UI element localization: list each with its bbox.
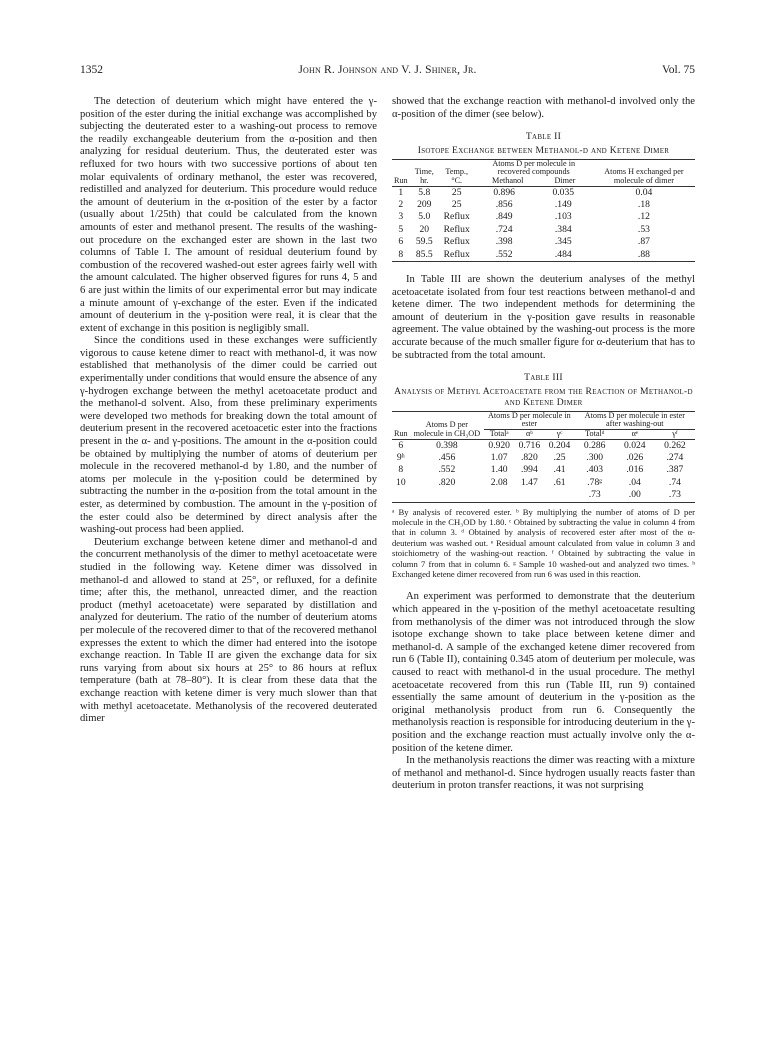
table-row [392, 199, 695, 211]
col-header: Methanol [492, 175, 524, 185]
table-cell: .026 [626, 451, 644, 463]
table-cell: Reflux [443, 211, 470, 223]
table-cell: 0.024 [624, 439, 646, 451]
left-column [80, 96, 377, 726]
table-row [392, 439, 695, 452]
table-cell: .300 [586, 451, 604, 463]
table-row [392, 464, 695, 476]
table-cell: 2.08 [490, 476, 508, 488]
table-cell: .73 [575, 489, 615, 502]
table-cell: 0.286 [583, 439, 606, 451]
table-cell: 10 [396, 476, 406, 488]
running-authors: John R. Johnson and V. J. Shiner, Jr. [298, 64, 477, 76]
table-cell: .849 [495, 211, 513, 223]
table-cell: 8 [398, 464, 404, 476]
table-cell: 25 [451, 186, 462, 198]
table-cell: .00 [615, 489, 655, 502]
table-cell: .724 [495, 223, 513, 235]
table-cell: .994 [520, 464, 538, 476]
table-cell: .18 [637, 198, 650, 210]
col-header: Run [394, 428, 408, 438]
table-cell: .820 [438, 476, 456, 488]
table-cell: .78ᵍ [587, 476, 603, 488]
table-cell: 0.716 [518, 439, 541, 451]
table-cell: 0.398 [436, 439, 458, 451]
table-row [392, 236, 695, 248]
table-cell: Reflux [439, 249, 475, 262]
paragraph: The detection of deuterium which might have entered the γ-position of the ester during the initial exchange was accomplished by subjecting the deuterated ester to a washing-out process to remove the readily exchangeable deuterium from the α-position and then analyzing for residual deuterium. Thus, the deuterated ester was refluxed for two hours with two successive portions of about ten molar equivalents of ordinary methanol, the ester was recovered, redistilled and analyzed for deuterium. This procedure would reduce the amount of deuterium in the α-position of the ester by a factor (usually about 1/25th) that could be calculated from the known amounts of ester and methanol present. The results of the washing-out procedure on the exchanged ester are shown in the last two columns of Table I. The amount of residual deuterium found by combustion of the recovered washed-out ester agrees fairly well with the amount calculated. The higher observed figures for runs 4, 5 and 6 are just within the limits of our experimental error but may indicate a minute amount of γ-exchange of the ester. Even if the indicated amount of deuterium in the γ-position were real, it is clear that the extent of exchange in this position is negligibly small. [80, 96, 377, 334]
table-cell [514, 489, 544, 502]
table-cell [410, 489, 484, 502]
table-cell: .41 [553, 464, 566, 476]
table-cell: 2 [398, 198, 404, 210]
col-header: γᶠ [672, 428, 678, 438]
table-cell: 0.896 [493, 186, 515, 198]
right-column [392, 96, 695, 793]
table-cell: 1 [398, 186, 404, 198]
table-row [392, 489, 695, 502]
table-cell [392, 489, 410, 502]
table-cell: 6 [398, 236, 404, 248]
table-cell: .74 [668, 476, 681, 488]
table-row [392, 477, 695, 489]
table-cell: .387 [666, 464, 684, 476]
col-header: Temp., °C. [445, 167, 469, 185]
table-cell: 0.035 [552, 186, 575, 198]
table3-footnotes: ᵃ By analysis of recovered ester. ᵇ By multiplying the number of atoms of D per molecule in the CH₃OD by 1.80. ᶜ Obtained by subtracting the value in column 4 from that in column 3. ᵈ Obtained by analysis of recovered ester after most of the α-deuterium was washed out. ᵉ Residual amount calculated from value in column 3 and stoichiometry of the washing-out reaction. ᶠ Obtained by subtracting the value in column 7 from that in column 6. ᵍ Sample 10 washed-out and analyzed two times. ʰ Exchanged ketene dimer recovered from run 6 was used in this reaction. [392, 506, 695, 579]
table-cell: .856 [495, 198, 513, 210]
table-row [392, 211, 695, 223]
col-header: αᵇ [525, 428, 533, 438]
table-cell: .53 [637, 223, 650, 235]
col-header-group: Atoms D per molecule in ester [487, 410, 571, 429]
table-cell: .103 [554, 211, 572, 223]
volume-label: Vol. 75 [661, 64, 695, 76]
paragraph: In the methanolysis reactions the dimer was reacting with a mixture of methanol and methanol-d. Since hydrogen usually reacts faster than deuterium in proton transfer reactions, it was not surprising [392, 755, 695, 792]
table2-body [392, 186, 695, 261]
table-cell: .04 [628, 476, 641, 488]
table-cell: 1.07 [490, 451, 508, 463]
paragraph: Deuterium exchange between ketene dimer and methanol-d and the concurrent methanolysis of the dimer to methyl acetoacetate were studied in the following way. Ketene dimer was dissolved in methanol-d and allowed to stand at 25°, or refluxed, for a definite time; after this, the methanol, unreacted dimer, and the reaction product (methyl acetoacetate) were separated by distillation and analyzed for deuterium. The ratio of the number of deuterium atoms per molecule of the recovered dimer to that of the recovered methanol expresses the extent to which the dimer had entered into the isotope exchange reaction. In Table II are given the exchange data for six runs varying from about six hours at 25° to 86 hours at reflux temperature (bath at 78–80°). It is clear from these data that the exchange reaction with ketene dimer is very much slower than that with methyl acetoacetate. Methanolysis of the recovered deuterated dimer [80, 536, 377, 725]
table-row [392, 224, 695, 236]
table-cell: .552 [438, 464, 456, 476]
table-cell: 1.40 [490, 464, 508, 476]
col-header: Dimer [554, 175, 576, 185]
table3-label: Table III [524, 372, 563, 384]
table-cell: .87 [637, 236, 650, 248]
table-cell: 0.04 [635, 186, 653, 198]
table-cell: 25 [451, 198, 462, 210]
paragraph: In Table III are shown the deuterium analyses of the methyl acetoacetate isolated from four test reactions between methanol-d and ketene dimer. The two independent methods for determining the amount of deuterium in the γ-position gave results in reasonable agreement. The value obtained by the washing-out process is the more accurate because of the much smaller figure for α-deuterium that has to be subtracted from the total amount. [392, 274, 695, 361]
table-cell: 20 [419, 223, 430, 235]
table-cell: 5 [398, 223, 404, 235]
col-header: Run [394, 175, 408, 185]
table-cell: 59.5 [415, 236, 433, 248]
table3-title: Analysis of Methyl Acetoacetate from the Reaction of Methanol-d and Ketene Dimer [394, 385, 693, 408]
col-header: Atoms H exchanged per molecule of dimer [604, 167, 684, 185]
paragraph: showed that the exchange reaction with methanol-d involved only the α-position of the dimer (see below). [392, 96, 695, 120]
table-row [392, 452, 695, 464]
table-cell: .12 [637, 211, 650, 223]
table-cell: .73 [655, 489, 695, 502]
table-cell [544, 489, 574, 502]
table-row [392, 186, 695, 199]
table-cell: .345 [554, 236, 572, 248]
table-cell: 0.262 [664, 439, 686, 451]
paragraph: Since the conditions used in these exchanges were sufficiently vigorous to cause ketene dimer to react with methanol-d, it was now established that methanolysis of the dimer could be carried out experimentally under conditions that would ensure the absence of any γ-hydrogen exchange between the methyl acetoacetate product and the methanol-d solvent. Also, from these preliminary experiments were developed two methods for breaking down the total amount of deuterium present in the recovered acetoacetic ester into the fractions present in the α- and γ-positions. The amount in the α-position could be obtained by multiplying the number of atoms of deuterium per molecule in the recovered methanol-d by 1.80, and the number of atoms per molecule in the γ-position could be determined by subtracting the number in the α-position from the total amount in the ester, as determined by combustion. The amount in the γ-position of the ester could also be determined by direct analysis after the washing-out process had been applied. [80, 335, 377, 536]
table-cell: .398 [495, 236, 513, 248]
table-row [392, 249, 695, 262]
table-cell: .61 [553, 476, 566, 488]
table-cell [484, 489, 514, 502]
table-cell: 0.204 [548, 439, 571, 451]
table-cell: 209 [417, 198, 432, 210]
table-cell: .484 [534, 249, 593, 262]
table-cell: Reflux [443, 236, 470, 248]
table-cell: .456 [438, 451, 456, 463]
table3-body [392, 439, 695, 502]
table-cell: .552 [475, 249, 534, 262]
running-header [80, 64, 695, 80]
table-cell: .274 [666, 451, 684, 463]
table-cell: 9ʰ [396, 451, 405, 463]
col-header: γᶜ [556, 428, 563, 438]
table-cell: 6 [398, 439, 404, 451]
table3 [392, 411, 695, 503]
table-cell: .384 [554, 223, 572, 235]
table-cell: .25 [553, 451, 566, 463]
table-cell: .88 [593, 249, 695, 262]
table-cell: 8 [392, 249, 410, 262]
table-cell: Reflux [443, 223, 470, 235]
table-cell: .149 [554, 198, 572, 210]
table-cell: 1.47 [520, 476, 538, 488]
col-header: αᵉ [631, 428, 638, 438]
table-cell: 5.8 [418, 186, 431, 198]
table2-label: Table II [525, 131, 562, 143]
table-cell: 0.920 [488, 439, 510, 451]
table-cell: .820 [520, 451, 538, 463]
group-header: Atoms D per molecule in recovered compounds [492, 158, 576, 177]
table-cell: .016 [626, 464, 644, 476]
table-cell: 85.5 [410, 249, 439, 262]
col-header: Atoms D per molecule in CH₃OD [413, 420, 481, 438]
col-header: Totalᵈ [585, 428, 605, 438]
table-header-row [392, 159, 695, 186]
paragraph: An experiment was performed to demonstrate that the deuterium which appeared in the γ-position of the methyl acetoacetate resulting from methanolysis of the dimer was not introduced through the slow isotope exchange shown to take place between ketene dimer and methanol-d. A sample of the exchanged ketene dimer recovered from run 6 (Table II), containing 0.345 atom of deuterium per molecule, was caused to react with methanol-d in the usual procedure. The methyl acetoacetate recovered from this run (Table III, run 9) contained essentially the same amount of deuterium in the γ-position as the original methanolysis product from run 6. Consequently the methanolysis reaction is responsible for introducing deuterium in the γ-position and the exchange reaction must actually involve only the α-position of the ketene dimer. [392, 591, 695, 754]
table-cell: 5.0 [418, 211, 431, 223]
col-header-group: Atoms D per molecule in ester after washing-out [584, 410, 685, 429]
table-cell: 3 [398, 211, 404, 223]
table2 [392, 159, 695, 262]
col-header: Totalᵃ [489, 428, 509, 438]
table-cell: .403 [586, 464, 604, 476]
page-number: 1352 [80, 64, 103, 76]
table2-title: Isotope Exchange between Methanol-d and Ketene Dimer [417, 144, 670, 156]
col-header-group [475, 159, 593, 186]
col-header: Time, hr. [414, 167, 434, 185]
table-header-row [392, 411, 695, 429]
